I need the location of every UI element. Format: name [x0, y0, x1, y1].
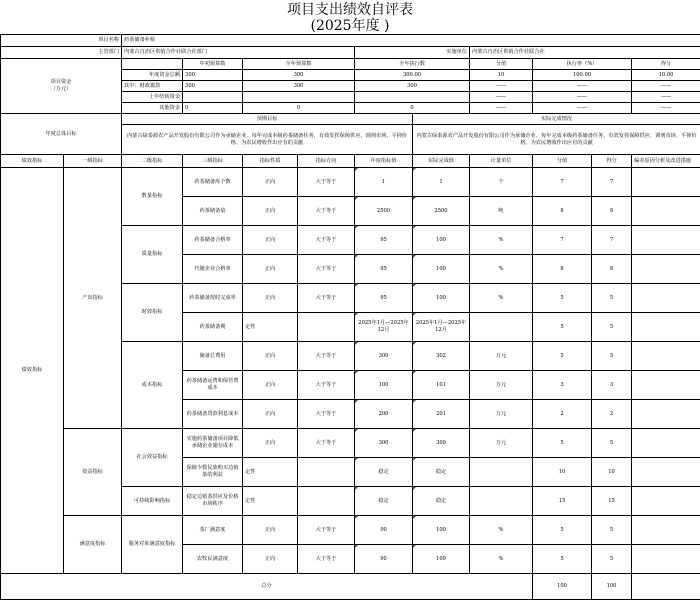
funds-label: 项目资金 （万元）: [1, 59, 122, 114]
funds-cell: 10.00: [632, 70, 700, 81]
indicator-actual: 100: [413, 516, 470, 545]
indicator-target: 200: [355, 400, 413, 429]
actual-result-header: 实际完成情况: [413, 114, 700, 125]
funds-cell: [243, 92, 355, 103]
funds-cell: [183, 92, 243, 103]
indicator-unit: 万元: [470, 371, 533, 400]
project-name-value: 药茶储备补贴: [122, 35, 700, 47]
indicator-score: 5: [533, 284, 592, 313]
indicator-note: [632, 342, 700, 371]
expected-goal-header: 预期目标: [122, 114, 413, 125]
indicator-direction: [298, 313, 355, 342]
indicator-target: 2500: [355, 197, 413, 226]
funds-cell: 300: [243, 81, 355, 92]
indicator-score: 8: [533, 255, 592, 284]
indicator-nature: 定性: [243, 458, 298, 487]
evaluation-table: [0, 34, 700, 600]
funds-header: 全年执行数: [355, 59, 470, 70]
perf-header: 实际完成值: [413, 155, 470, 168]
funds-header: 执行率（%）: [533, 59, 632, 70]
indicator-note: [632, 429, 700, 458]
indicator-nature: 正向: [243, 168, 298, 197]
indicator-nature: 定性: [243, 487, 298, 516]
indicator-target: 稳定: [355, 487, 413, 516]
indicator-target: 2025年1月—2025年12月: [355, 313, 413, 342]
indicator-note: [632, 168, 700, 197]
indicator-name: 药茶储备期: [183, 313, 243, 342]
indicator-direction: 大于等于: [298, 168, 355, 197]
indicator-score: 8: [533, 197, 592, 226]
indicator-score: 5: [533, 342, 592, 371]
indicator-unit: 个: [470, 168, 533, 197]
total-note: [632, 574, 700, 600]
indicator-actual: 302: [413, 342, 470, 371]
indicator-unit: %: [470, 545, 533, 574]
funds-cell: 300: [183, 81, 243, 92]
indicator-note: [632, 197, 700, 226]
indicator-direction: 大于等于: [298, 371, 355, 400]
funds-header: 分值: [470, 59, 533, 70]
level1-satisfaction: 满意度指标: [64, 516, 122, 574]
indicator-target: 95: [355, 226, 413, 255]
indicator-unit: %: [470, 516, 533, 545]
indicator-got: 5: [592, 313, 632, 342]
indicator-direction: 大于等于: [298, 545, 355, 574]
indicator-direction: [298, 487, 355, 516]
perf-header: 二级指标: [122, 155, 183, 168]
indicator-direction: 大于等于: [298, 342, 355, 371]
indicator-actual: 101: [413, 371, 470, 400]
indicator-unit: %: [470, 284, 533, 313]
indicator-got: 15: [592, 487, 632, 516]
indicator-actual: 稳定: [413, 458, 470, 487]
indicator-nature: 正向: [243, 197, 298, 226]
indicator-got: 5: [592, 429, 632, 458]
indicator-actual: 稳定: [413, 487, 470, 516]
indicator-direction: 大于等于: [298, 284, 355, 313]
indicator-unit: 吨: [470, 197, 533, 226]
perf-header: 绩效指标: [1, 155, 64, 168]
indicator-name: 代储企业合格率: [183, 255, 243, 284]
indicator-target: 90: [355, 516, 413, 545]
funds-row-label: 年度资金总额: [122, 70, 183, 81]
total-row: [1, 574, 700, 600]
indicator-actual: 100: [413, 545, 470, 574]
indicator-actual: 300: [413, 429, 470, 458]
title-line-2: (2025年度 ): [0, 18, 700, 34]
indicator-note: [632, 255, 700, 284]
project-name-label: 项目名称: [1, 35, 122, 47]
indicator-unit: 万元: [470, 429, 533, 458]
funds-cell: [355, 92, 470, 103]
funds-header: 得分: [632, 59, 700, 70]
funds-cell: ——: [632, 103, 700, 114]
indicator-got: 5: [592, 342, 632, 371]
indicator-direction: 大于等于: [298, 400, 355, 429]
indicator-name: 药茶储备按时完成率: [183, 284, 243, 313]
indicator-got: 7: [592, 168, 632, 197]
indicator-got: 8: [592, 255, 632, 284]
funds-cell: ——: [533, 81, 632, 92]
funds-cell: 0: [183, 103, 243, 114]
funds-cell: ——: [470, 92, 533, 103]
indicator-nature: 正向: [243, 342, 298, 371]
indicator-actual: 2025年1月—2025年12月: [413, 313, 470, 342]
impl-value: 内蒙古自治区供销合作社联合社: [470, 47, 700, 59]
perf-header: 指标性质: [243, 155, 298, 168]
indicator-name: 药茶储备量: [183, 197, 243, 226]
indicator-note: [632, 458, 700, 487]
perf-header: 年度指标值: [355, 155, 413, 168]
funds-row-label: 其他资金: [122, 103, 183, 114]
indicator-actual: 100: [413, 226, 470, 255]
level2-quality: 质量指标: [122, 226, 183, 284]
funds-row-label: 其中：财政拨款: [122, 81, 183, 92]
indicator-name: 农牧民满意度: [183, 545, 243, 574]
perf-header: 一级指标: [64, 155, 122, 168]
indicator-note: [632, 371, 700, 400]
indicator-note: [632, 545, 700, 574]
indicator-direction: 大于等于: [298, 516, 355, 545]
indicator-actual: 2500: [413, 197, 470, 226]
expected-goal-text: 内蒙古绿泰源农产品开发股份有限公司作为承储企业，每年完成本级药茶储备任务，有效发挥保障供应、调剂市场、平抑价格、为农民增收作出应有的贡献: [122, 125, 413, 155]
funds-cell: ——: [533, 92, 632, 103]
indicator-unit: 万元: [470, 400, 533, 429]
indicator-target: 95: [355, 284, 413, 313]
total-label: 总分: [1, 574, 533, 600]
level2-service: 服务对象满意度指标: [122, 516, 183, 574]
indicator-got: 10: [592, 458, 632, 487]
funds-cell: 300.00: [355, 70, 470, 81]
indicator-name: 储备总费用: [183, 342, 243, 371]
indicator-actual: 1: [413, 168, 470, 197]
table-row: [1, 168, 700, 197]
indicator-nature: 正向: [243, 284, 298, 313]
funds-row-label: 上年结转资金: [122, 92, 183, 103]
indicator-note: [632, 313, 700, 342]
funds-header: 全年预算数: [243, 59, 355, 70]
level2-cost: 成本指标: [122, 342, 183, 429]
indicator-unit: [470, 487, 533, 516]
impl-label: 实施单位: [355, 47, 470, 59]
funds-cell: ——: [632, 81, 700, 92]
level1-effect: 效益指标: [64, 429, 122, 516]
funds-cell: 0: [243, 103, 355, 114]
funds-header: 年初预算数: [183, 59, 243, 70]
indicator-score: 3: [533, 371, 592, 400]
funds-cell: 10: [470, 70, 533, 81]
indicator-note: [632, 487, 700, 516]
level2-social: 社会效益指标: [122, 429, 183, 487]
level2-quantity: 数量指标: [122, 168, 183, 226]
indicator-score: 7: [533, 226, 592, 255]
indicator-nature: 正向: [243, 400, 298, 429]
perf-header: 偏差原因分析及改进措施: [632, 155, 700, 168]
indicator-name: 保障少数民族购买边销茶的利益: [183, 458, 243, 487]
indicator-target: 95: [355, 255, 413, 284]
indicator-note: [632, 226, 700, 255]
funds-cell: ——: [470, 103, 533, 114]
funds-cell: ——: [533, 103, 632, 114]
indicator-name: 实施药茶储备项目降低承储企业储存成本: [183, 429, 243, 458]
total-score: 100: [533, 574, 592, 600]
indicator-got: 3: [592, 371, 632, 400]
indicator-got: 5: [592, 516, 632, 545]
indicator-name: 稳定边销茶供应及价格市场秩序: [183, 487, 243, 516]
indicator-got: 2: [592, 400, 632, 429]
dept-value: 内蒙古自治区供销合作社联合社部门: [122, 47, 355, 59]
annual-goal-label: 年度总体目标: [1, 114, 122, 155]
indicator-score: 5: [533, 545, 592, 574]
funds-cell: 0: [355, 103, 470, 114]
indicator-target: 100: [355, 371, 413, 400]
indicator-target: 300: [355, 429, 413, 458]
indicator-got: 5: [592, 284, 632, 313]
indicator-got: 8: [592, 197, 632, 226]
indicator-direction: 大于等于: [298, 429, 355, 458]
indicator-nature: 定性: [243, 313, 298, 342]
indicator-actual: 201: [413, 400, 470, 429]
indicator-score: 5: [533, 313, 592, 342]
level1-output: 产出指标: [64, 168, 122, 429]
perf-header: 三级指标: [183, 155, 243, 168]
indicator-unit: %: [470, 226, 533, 255]
indicator-nature: 正向: [243, 545, 298, 574]
indicator-unit: [470, 458, 533, 487]
funds-header-blank: [122, 59, 183, 70]
indicator-actual: 100: [413, 255, 470, 284]
indicator-score: 7: [533, 168, 592, 197]
indicator-name: 药茶储备合格率: [183, 226, 243, 255]
indicator-unit: %: [470, 255, 533, 284]
perf-header: 得分: [592, 155, 632, 168]
total-got: 100: [592, 574, 632, 600]
perf-label: 绩效指标: [1, 168, 64, 574]
funds-cell: 300: [183, 70, 243, 81]
indicator-score: 5: [533, 516, 592, 545]
indicator-target: 1: [355, 168, 413, 197]
perf-header-row: [1, 155, 700, 168]
funds-cell: 100.00: [533, 70, 632, 81]
indicator-unit: [470, 313, 533, 342]
indicator-score: 10: [533, 458, 592, 487]
indicator-got: 5: [592, 545, 632, 574]
indicator-target: 稳定: [355, 458, 413, 487]
indicator-name: 茶厂满意度: [183, 516, 243, 545]
indicator-direction: 大于等于: [298, 197, 355, 226]
indicator-nature: 正向: [243, 226, 298, 255]
indicator-got: 7: [592, 226, 632, 255]
indicator-score: 2: [533, 400, 592, 429]
level2-timeliness: 时效指标: [122, 284, 183, 342]
indicator-nature: 正向: [243, 516, 298, 545]
dept-label: 主管部门: [1, 47, 122, 59]
funds-cell: 300: [355, 81, 470, 92]
perf-header: 指标方向: [298, 155, 355, 168]
funds-cell: ——: [632, 92, 700, 103]
title-line-1: 项目支出绩效自评表: [0, 2, 700, 18]
indicator-nature: 正向: [243, 255, 298, 284]
indicator-actual: 100: [413, 284, 470, 313]
indicator-note: [632, 284, 700, 313]
funds-cell: ——: [470, 81, 533, 92]
indicator-nature: 正向: [243, 429, 298, 458]
indicator-name: 药茶储备库个数: [183, 168, 243, 197]
indicator-target: 300: [355, 342, 413, 371]
indicator-target: 90: [355, 545, 413, 574]
indicator-direction: [298, 458, 355, 487]
indicator-score: 5: [533, 429, 592, 458]
table-row: [1, 516, 700, 545]
indicator-direction: 大于等于: [298, 226, 355, 255]
actual-result-text: 内蒙古绿泰源农产品开发股份有限公司作为承储企业，每年完成本级药茶储备任务，有效发挥保障供应、调剂市场、平抑价格、为农民增收作出应有的贡献: [413, 125, 700, 155]
indicator-score: 15: [533, 487, 592, 516]
perf-header: 分值: [533, 155, 592, 168]
form-title: [0, 0, 700, 34]
table-row: [1, 429, 700, 458]
indicator-direction: 大于等于: [298, 255, 355, 284]
indicator-nature: 正向: [243, 371, 298, 400]
indicator-unit: 万元: [470, 342, 533, 371]
level2-sustain: 可持续影响指标: [122, 487, 183, 516]
indicator-note: [632, 516, 700, 545]
funds-cell: 300: [243, 70, 355, 81]
indicator-name: 药茶储备运费和保管费成本: [183, 371, 243, 400]
indicator-name: 药茶储备贷款利息成本: [183, 400, 243, 429]
indicator-note: [632, 400, 700, 429]
perf-header: 计量单位: [470, 155, 533, 168]
